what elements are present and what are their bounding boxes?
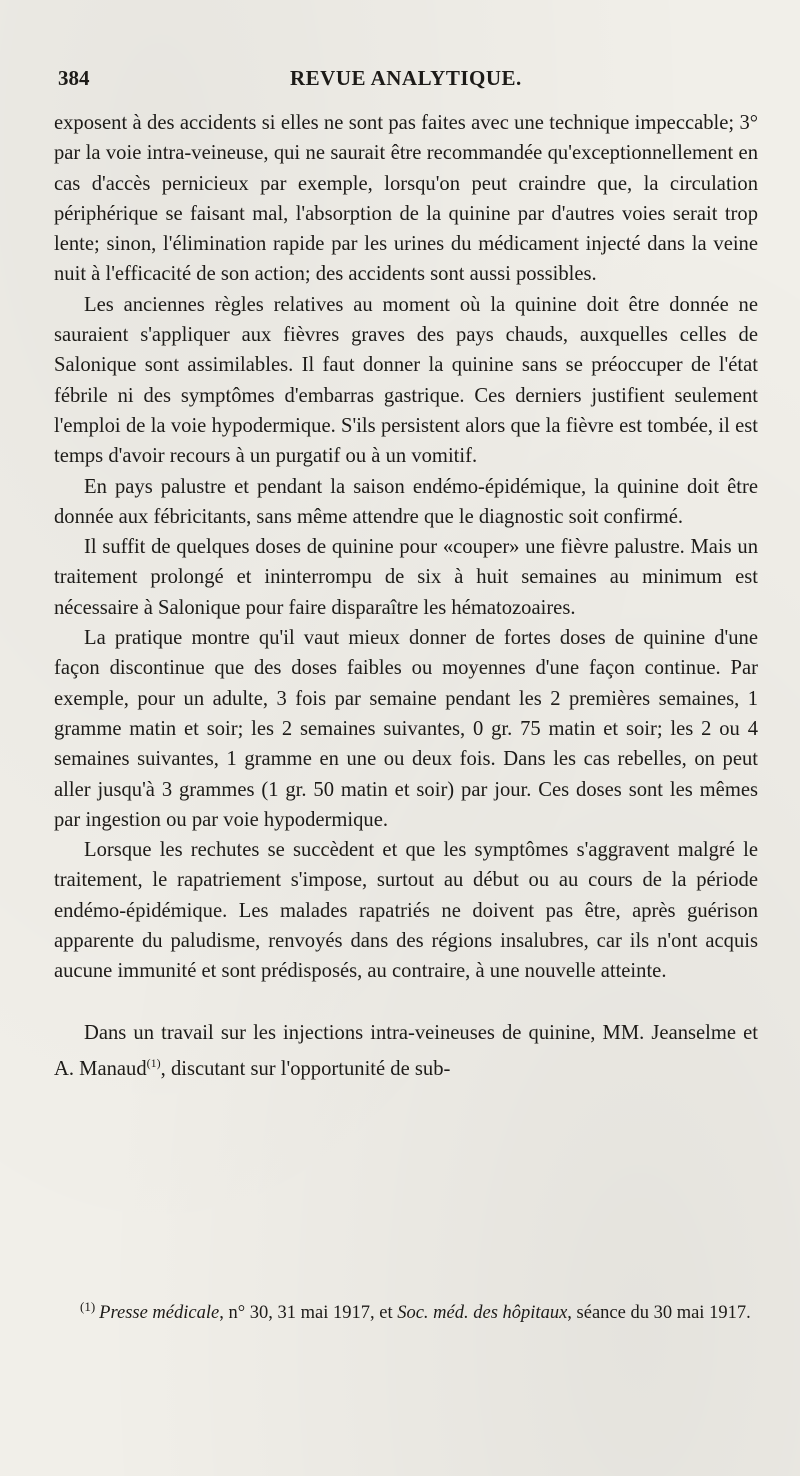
body-text bbox=[54, 108, 758, 1084]
section-gap bbox=[54, 987, 758, 1018]
paragraph-continuation: exposent à des accidents si elles ne sont pas faites avec une technique impeccable; 3° par la voie intra-veineuse, qui ne saurait être recommandée qu'exceptionnellement en cas d'accès pernicieux par exemple, lorsqu'on peut craindre que, la circulation périphérique se faisant mal, l'absorption de la quinine par d'autres voies serait trop lente; sinon, l'élimination rapide par les urines du médicament injecté dans la veine nuit à l'efficacité de son action; des accidents sont aussi possibles. bbox=[54, 112, 758, 286]
footnote bbox=[54, 1290, 758, 1330]
footnote-mark: (1) bbox=[80, 1299, 96, 1314]
page-header bbox=[58, 66, 758, 96]
page-number: 384 bbox=[58, 66, 90, 90]
footnote-society: Soc. méd. des hôpitaux bbox=[397, 1303, 568, 1324]
paragraph-final bbox=[54, 1018, 758, 1084]
footnote-middle: , n° 30, 31 mai 1917, et bbox=[219, 1303, 398, 1324]
footnote-end: , séance du 30 mai 1917. bbox=[567, 1303, 751, 1324]
paragraph: La pratique montre qu'il vaut mieux donner de fortes doses de quinine d'une façon discontinue que des doses faibles ou moyennes d'une façon continue. Par exemple, pour un adulte, 3 fois par semaine pendant les 2 premières semaines, 1 gramme matin et soir; les 2 semaines suivantes, 0 gr. 75 matin et soir; les 2 ou 4 semaines suivantes, 1 gramme en une ou deux fois. Dans les cas rebelles, on peut aller jusqu'à 3 grammes (1 gr. 50 matin et soir) par jour. Ces doses sont les mêmes par ingestion ou par voie hypodermique. bbox=[54, 627, 758, 831]
paragraph: Lorsque les rechutes se succèdent et que les symptômes s'aggravent malgré le traitement, le rapatriement s'impose, surtout au début ou au cours de la période endémo-épidémique. Les malades rapatriés ne doivent pas être, après guérison apparente du paludisme, renvoyés dans des régions insalubres, car ils n'ont acquis aucune immunité et sont prédisposés, au contraire, à une nouvelle atteinte. bbox=[54, 839, 758, 983]
footnote-reference: (1) bbox=[146, 1055, 161, 1070]
final-text-end: , discutant sur l'opportunité de sub- bbox=[160, 1057, 451, 1080]
paragraph: Il suffit de quelques doses de quinine pour «couper» une fièvre palustre. Mais un traitement prolongé et ininterrompu de six à huit semaines au minimum est nécessaire à Salonique pour faire disparaître les hématozoaires. bbox=[54, 536, 758, 619]
final-text-start: Dans un travail sur les injections intra-veineuses de quinine, MM. Jeanselme et A. Manaud bbox=[54, 1021, 758, 1080]
paragraph: Les anciennes règles relatives au moment où la quinine doit être donnée ne sauraient s'appliquer aux fièvres graves des pays chauds, auxquelles celles de Salonique sont assimilables. Il faut donner la quinine sans se préoccuper de l'état fébrile ni des symptômes d'embarras gastrique. Ces derniers justifient seulement l'emploi de la voie hypodermique. S'ils persistent alors que la fièvre est tombée, il est temps d'avoir recours à un purgatif ou à un vomitif. bbox=[54, 293, 758, 468]
running-head: REVUE ANALYTIQUE. bbox=[290, 66, 522, 90]
paragraph: En pays palustre et pendant la saison endémo-épidémique, la quinine doit être donnée aux fébricitants, sans même attendre que le diagnostic soit confirmé. bbox=[54, 475, 758, 528]
footnote-journal: Presse médicale bbox=[99, 1303, 220, 1324]
